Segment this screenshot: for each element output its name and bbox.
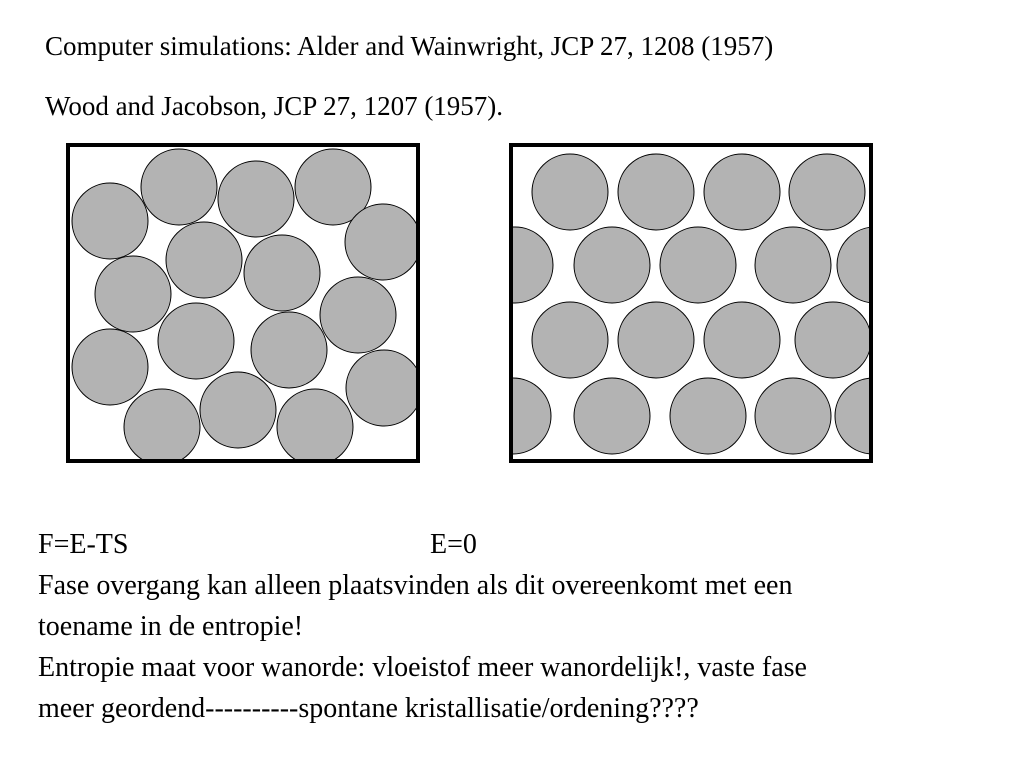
disordered-particle-9: [158, 303, 234, 379]
ordered-particle-6: [574, 227, 650, 303]
reference-alder-wainwright: Computer simulations: Alder and Wainwright, JCP 27, 1208 (1957): [45, 31, 774, 61]
ordered-particle-1: [532, 154, 608, 230]
equation-line: [38, 524, 807, 565]
ordered-particle-18: [835, 378, 869, 454]
explanation-text: [38, 524, 807, 729]
energy-equation: E=0: [430, 529, 477, 560]
ordered-particles-box: [509, 143, 873, 463]
disordered-particle-1: [72, 183, 148, 259]
ordered-particle-11: [618, 302, 694, 378]
text-line-4: meer geordend----------spontane kristallisatie/ordening????: [38, 693, 699, 724]
ordered-particle-15: [574, 378, 650, 454]
ordered-particle-3: [704, 154, 780, 230]
ordered-particle-10: [532, 302, 608, 378]
disordered-particle-12: [72, 329, 148, 405]
ordered-particle-13: [795, 302, 869, 378]
disordered-particle-14: [200, 372, 276, 448]
disordered-particle-6: [166, 222, 242, 298]
disordered-particles-diagram: [70, 147, 416, 459]
disordered-particle-2: [141, 149, 217, 225]
ordered-particle-16: [670, 378, 746, 454]
ordered-particles-diagram: [513, 147, 869, 459]
ordered-particle-5: [513, 227, 553, 303]
disordered-particle-11: [320, 277, 396, 353]
text-line-1: Fase overgang kan alleen plaatsvinden als dit overeenkomt met een: [38, 570, 793, 601]
disordered-particle-3: [218, 161, 294, 237]
disordered-particle-7: [244, 235, 320, 311]
disordered-particles-box: [66, 143, 420, 463]
ordered-particle-4: [789, 154, 865, 230]
ordered-particle-2: [618, 154, 694, 230]
disordered-particle-13: [346, 350, 416, 426]
disordered-particle-5: [345, 204, 416, 280]
text-line-3: Entropie maat voor wanorde: vloeistof meer wanordelijk!, vaste fase: [38, 652, 807, 683]
reference-wood-jacobson: Wood and Jacobson, JCP 27, 1207 (1957).: [45, 91, 504, 121]
ordered-particle-8: [755, 227, 831, 303]
disordered-particle-10: [251, 312, 327, 388]
ordered-particle-12: [704, 302, 780, 378]
ordered-particle-9: [837, 227, 869, 303]
disordered-particle-8: [95, 256, 171, 332]
disordered-particle-15: [124, 389, 200, 459]
free-energy-equation: F=E-TS: [38, 529, 129, 560]
ordered-particle-7: [660, 227, 736, 303]
ordered-particle-17: [755, 378, 831, 454]
text-line-2: toename in de entropie!: [38, 611, 304, 642]
ordered-particle-14: [513, 378, 551, 454]
disordered-particle-16: [277, 389, 353, 459]
